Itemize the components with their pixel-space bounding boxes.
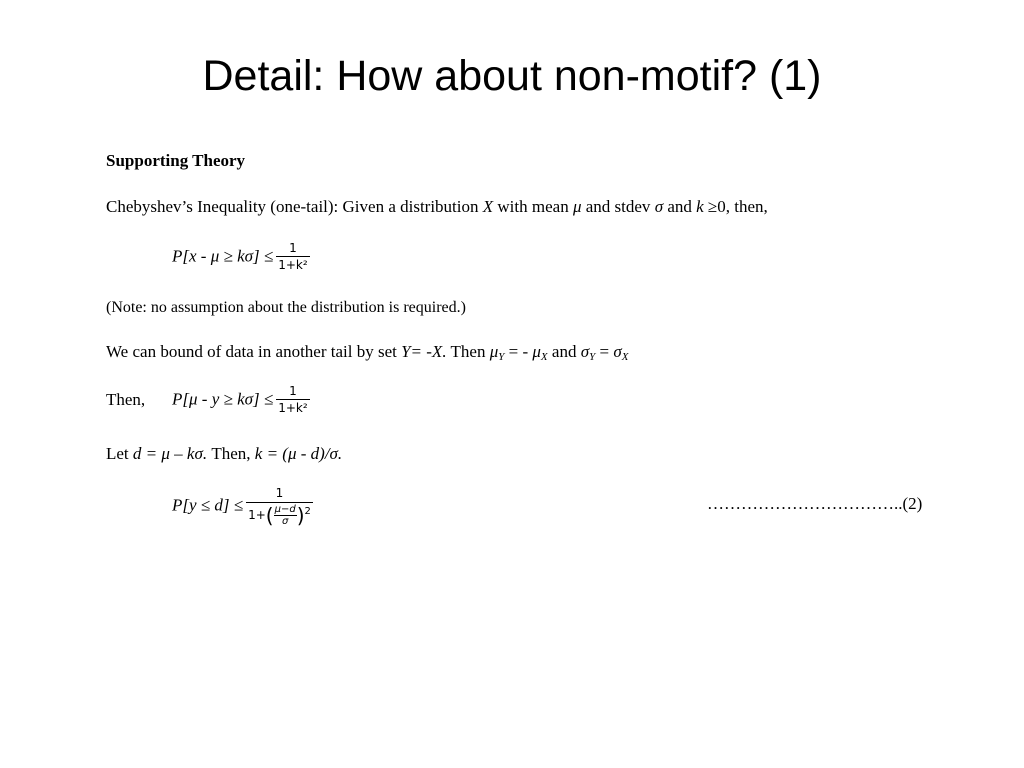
equation-3-reference: ……………………………..(2) [707,494,923,513]
eq3-lparen: ( [265,503,274,528]
eq1-lhs: P[x - μ ≥ kσ] ≤ [172,246,274,266]
bound-sigY: σ [580,342,590,361]
let-expr2: k = (μ - d)/σ. [254,444,343,463]
eq1-num: 1 [289,241,297,255]
let-prefix: Let [106,444,133,463]
cheb-mid2: and stdev [581,197,655,216]
note-text: (Note: no assumption about the distribution is required.) [106,299,466,316]
bound-muX: μ [532,342,541,361]
cheb-X: X [482,197,494,216]
equation-2 [106,383,310,416]
bound-sigX: σ [613,342,622,361]
cheb-sigma: σ [654,197,664,216]
bound-subX: X [540,351,548,363]
eq2-den: 1+k² [278,401,308,415]
bound-subY2: Y [589,351,596,363]
eq1-den: 1+k² [278,258,308,272]
eq3-den-prefix: 1+ [248,508,266,522]
eq3-exp: 2 [304,506,311,517]
eq3-lhs: P[y ≤ d] ≤ [172,495,244,515]
equation-3 [172,484,313,527]
cheb-prefix: Chebyshev’s Inequality (one-tail): Given a distribution [106,197,483,216]
section-heading: Supporting Theory [106,151,246,170]
let-expr1: d = μ – kσ. [132,444,208,463]
eq3-den [246,502,313,527]
eq3-inner-fraction [274,504,297,527]
bound-muY: μ [489,342,499,361]
cheb-suffix: ≥0, then, [703,197,768,216]
equation-1 [172,240,310,273]
let-statement [106,443,342,465]
cheb-mu: μ [572,197,582,216]
bound-subY: Y [498,351,505,363]
eq3-rparen: ) [296,503,305,528]
eq3-num: 1 [275,486,284,500]
eq3-inner-num: μ−d [274,504,296,515]
slide-title: Detail: How about non-motif? (1) [202,52,822,100]
then-label: Then, [106,389,146,409]
cheb-mid1: with mean [493,197,573,216]
eq3-fraction [246,484,313,527]
bound-eq2: = [595,342,614,361]
bound-eq: = - [504,342,533,361]
eq3-inner-den: σ [281,516,289,527]
eq2-fraction [276,383,309,416]
bound-subX2: X [621,351,629,363]
chebyshev-statement [106,196,768,218]
bound-expr: Y= -X. [401,342,447,361]
cheb-mid3: and [663,197,697,216]
bound-and: and [547,342,581,361]
eq2-num: 1 [289,384,297,398]
let-mid: Then, [207,444,255,463]
eq2-lhs: P[μ - y ≥ kσ] ≤ [172,389,274,409]
eq1-fraction [276,240,309,273]
bound-prefix: We can bound of data in another tail by set [106,342,402,361]
bound-statement [106,341,628,363]
cheb-k: k [696,197,704,216]
bound-then: Then [446,342,490,361]
